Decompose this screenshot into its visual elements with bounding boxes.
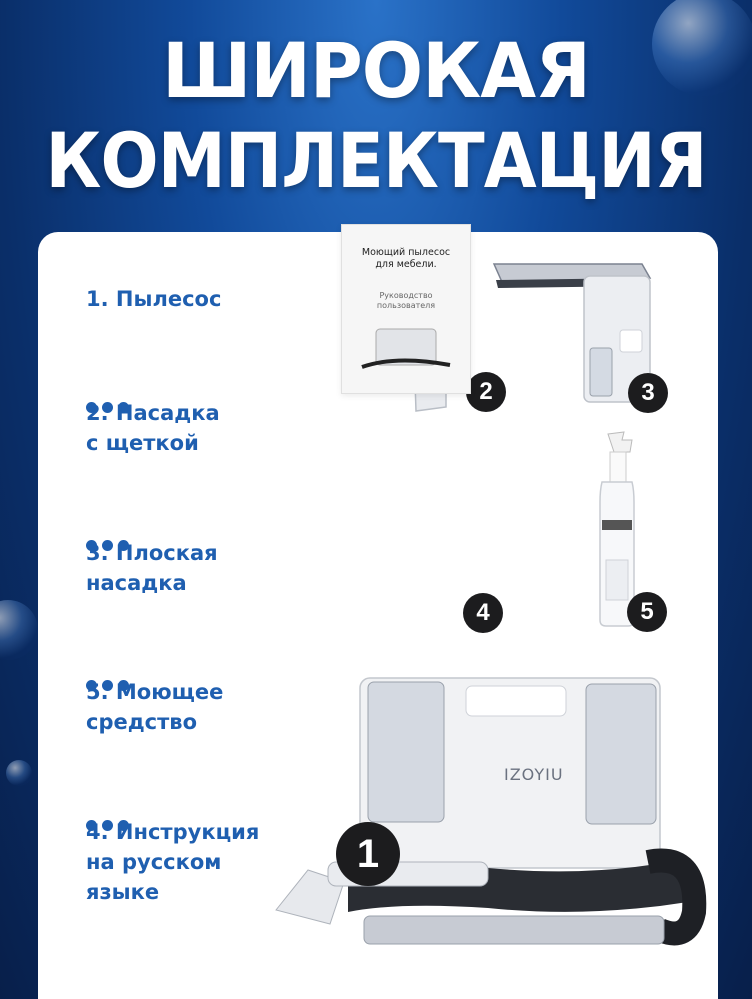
list-item: 1. Пылесос (86, 287, 222, 311)
badge-1: 1 (336, 822, 400, 886)
decorative-bubble (6, 760, 32, 786)
manual-subtitle: Руководство пользователя (376, 291, 436, 310)
list-item: 2. Насадка с щеткой (86, 401, 220, 455)
vacuum-brand: IZOYIU (504, 765, 564, 784)
badge-2: 2 (466, 372, 506, 412)
manual-title: Моющий пылесос для мебели. (361, 247, 451, 270)
badge-3: 3 (628, 373, 668, 413)
manual-image (341, 224, 471, 394)
badge-5: 5 (627, 592, 667, 632)
headline-line-2: КОМПЛЕКТАЦИЯ (45, 116, 707, 205)
list-item: 3. Плоская насадка (86, 541, 218, 595)
list-item: 4. Инструкция на русском языке (86, 820, 260, 904)
headline-line-1: ШИРОКАЯ (162, 26, 590, 115)
list-item: 5. Моющее средство (86, 680, 224, 734)
vacuum-cleaner-image (268, 672, 708, 992)
badge-4: 4 (463, 593, 503, 633)
decorative-bubble (0, 600, 38, 660)
